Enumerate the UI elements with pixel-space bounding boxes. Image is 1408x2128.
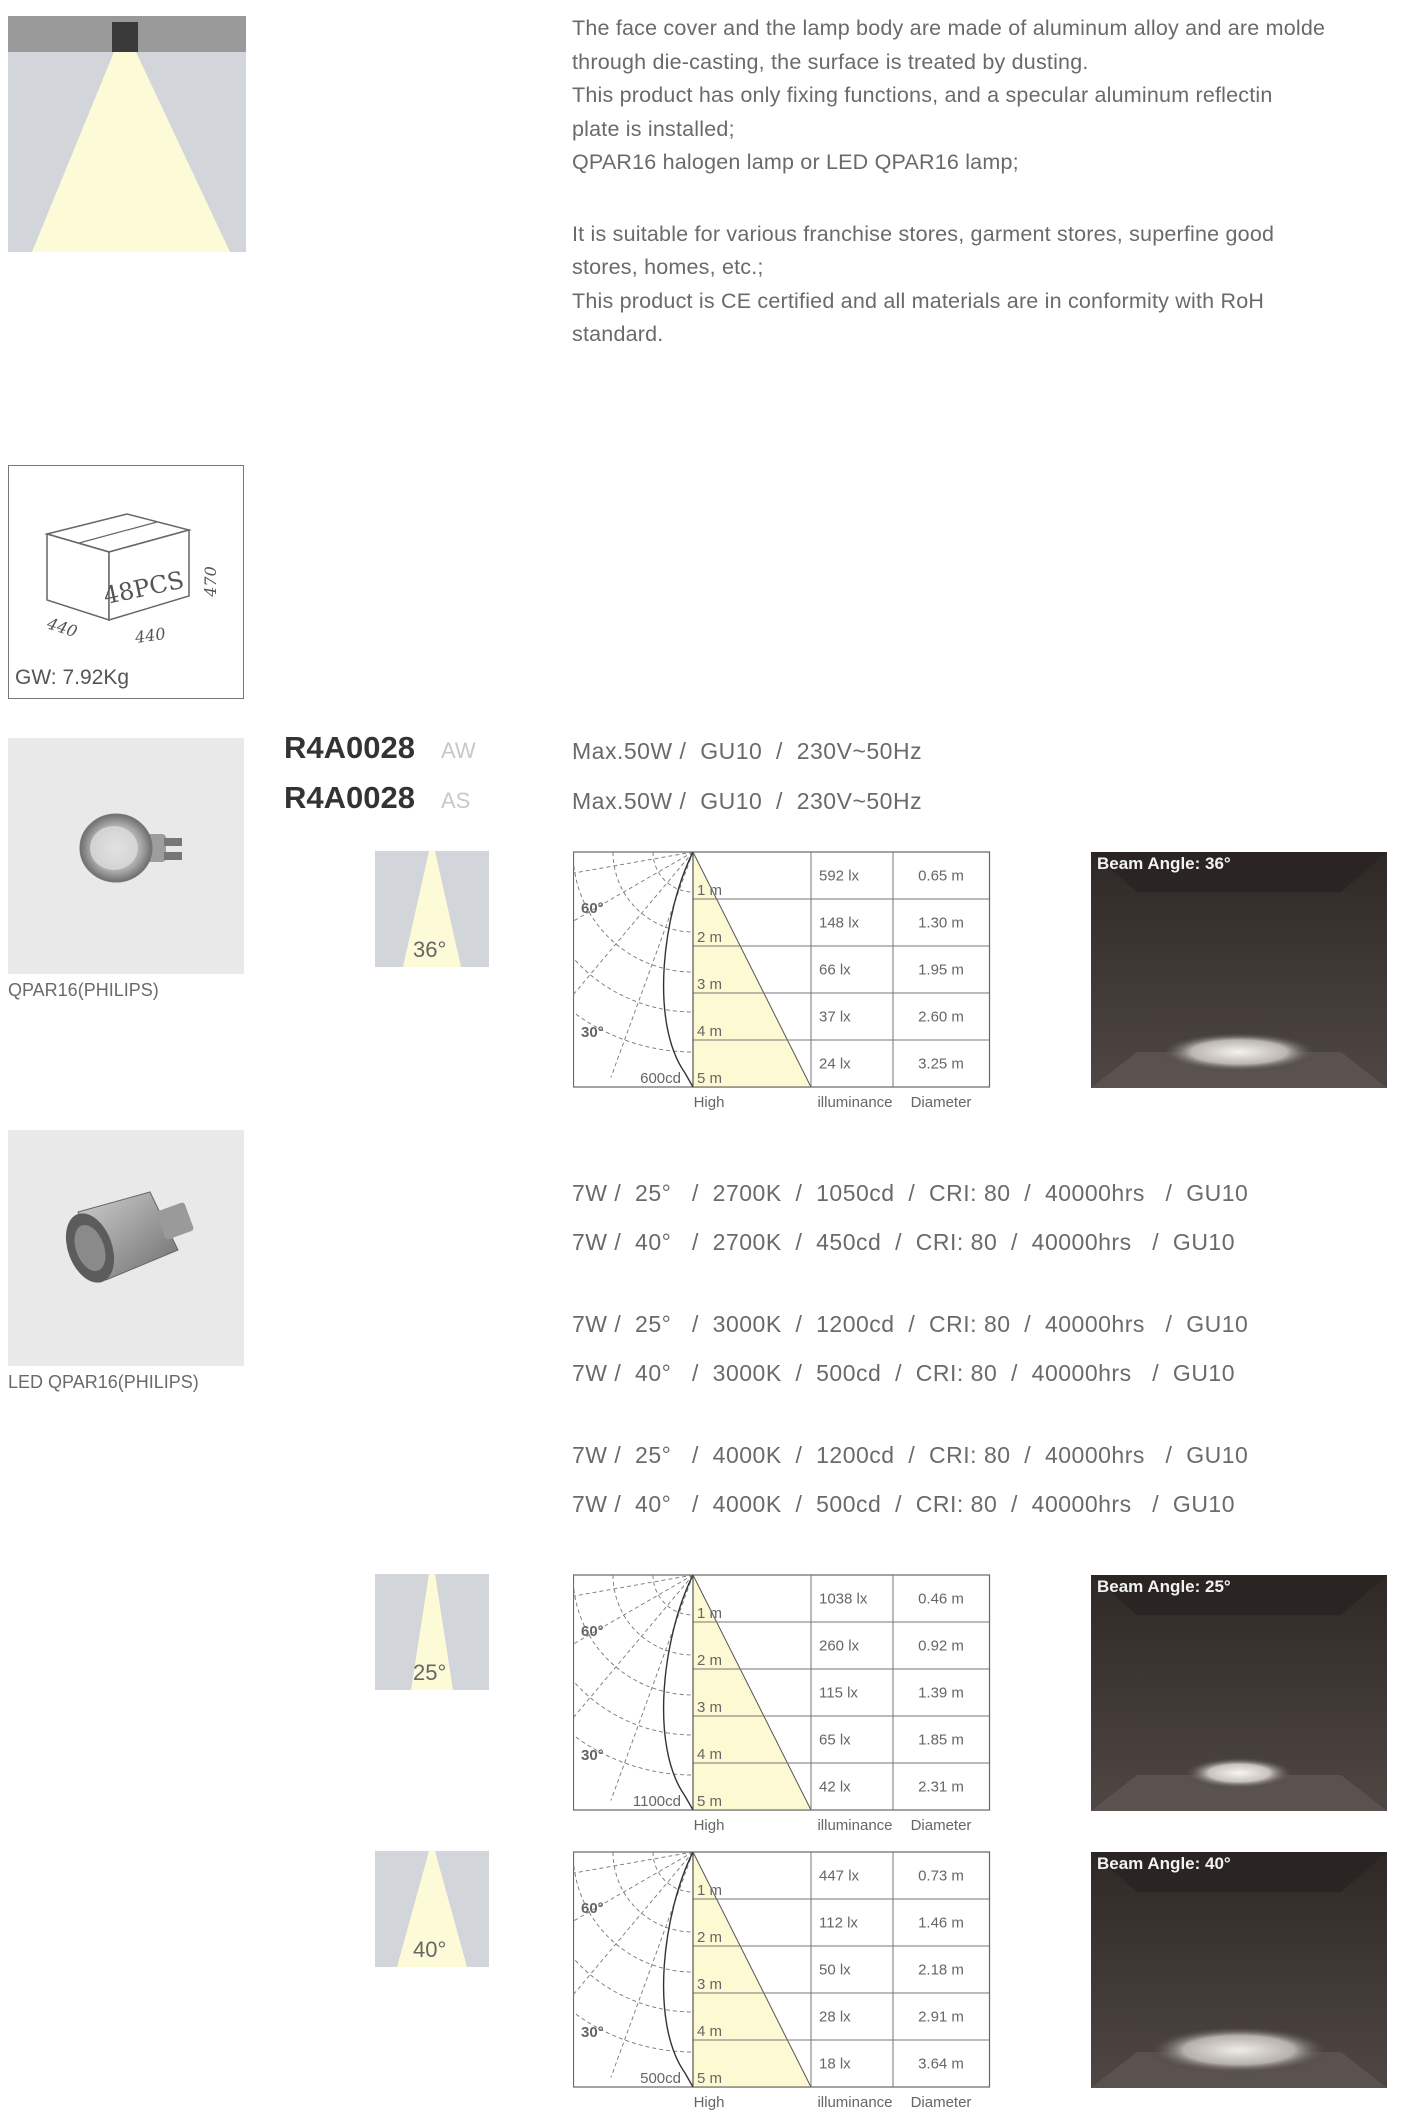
distance-label: 5 m	[697, 2070, 723, 2087]
desc-line: QPAR16 halogen lamp or LED QPAR16 lamp;	[572, 150, 1019, 174]
desc-line: It is suitable for various franchise stores, garment stores, superfine good	[572, 221, 1275, 246]
distance-label: 5 m	[697, 1070, 723, 1087]
illuminance-value: 447 lx	[819, 1867, 860, 1885]
high-label: High	[693, 1094, 725, 1111]
diameter-header: Diameter	[910, 1817, 972, 1834]
desc-line: plate is installed;	[572, 116, 735, 141]
illuminance-value: 115 lx	[819, 1684, 858, 1702]
desc-line: The face cover and the lamp body are made of aluminum alloy and are molde	[572, 16, 1326, 40]
model-spec: Max.50W / GU10 / 230V~50Hz	[572, 788, 923, 814]
diameter-value: 1.46 m	[918, 1914, 964, 1932]
illuminance-value: 37 lx	[819, 1008, 851, 1026]
diameter-value: 2.31 m	[918, 1778, 964, 1796]
distance-label: 5 m	[697, 1793, 723, 1810]
led-spec-line: 7W / 25° / 2700K / 1050cd / CRI: 80 / 40000hrs / GU10	[572, 1180, 1249, 1206]
box-label: 48PCS	[100, 565, 187, 611]
led-spec-line: 7W / 25° / 3000K / 1200cd / CRI: 80 / 40000hrs / GU10	[572, 1311, 1249, 1337]
distance-label: 3 m	[697, 1976, 723, 1993]
model-row-as	[284, 780, 470, 816]
diameter-value: 0.92 m	[918, 1637, 964, 1655]
led-bulb-icon	[8, 1130, 244, 1366]
beam-angle-label: 36°	[413, 937, 447, 962]
desc-line: through die-casting, the surface is treated by dusting.	[572, 49, 1089, 74]
distance-label: 1 m	[697, 882, 723, 899]
model-code: R4A0028	[284, 780, 415, 815]
diameter-value: 2.18 m	[918, 1961, 964, 1979]
distance-label: 2 m	[697, 929, 723, 946]
peak-intensity-label: 1100cd	[632, 1793, 681, 1810]
distance-label: 3 m	[697, 976, 723, 993]
illuminance-value: 65 lx	[819, 1731, 851, 1749]
angle-60-label: 60°	[581, 900, 604, 917]
illuminance-value: 28 lx	[819, 2008, 851, 2026]
led-spec-line: 7W / 40° / 3000K / 500cd / CRI: 80 / 40000hrs / GU10	[572, 1360, 1236, 1386]
diameter-value: 0.65 m	[918, 867, 964, 885]
illuminance-value: 18 lx	[819, 2055, 851, 2073]
led-lamp-photo	[8, 1130, 244, 1366]
peak-intensity-label: 500cd	[640, 2070, 681, 2087]
distance-label: 2 m	[697, 1652, 723, 1669]
diameter-value: 1.39 m	[918, 1684, 964, 1702]
high-label: High	[693, 2094, 725, 2111]
diameter-value: 2.91 m	[918, 2008, 964, 2026]
distance-label: 3 m	[697, 1699, 723, 1716]
led-lamp-caption: LED QPAR16(PHILIPS)	[8, 1372, 199, 1392]
diameter-value: 1.30 m	[918, 914, 964, 932]
beam-angle-label: 25°	[413, 1660, 447, 1685]
illuminance-value: 1038 lx	[819, 1590, 868, 1608]
model-row-aw	[284, 730, 476, 766]
model-spec: Max.50W / GU10 / 230V~50Hz	[572, 738, 923, 764]
hero-beam-illustration	[8, 16, 246, 252]
illuminance-value: 112 lx	[819, 1914, 858, 1932]
diameter-value: 1.95 m	[918, 961, 964, 979]
diameter-value: 2.60 m	[918, 1008, 964, 1026]
high-label: High	[693, 1817, 725, 1834]
halogen-lamp-photo	[8, 738, 244, 974]
distance-label: 1 m	[697, 1605, 723, 1622]
box-dim-depth: 440	[44, 613, 80, 642]
angle-60-label: 60°	[581, 1623, 604, 1640]
distance-label: 2 m	[697, 1929, 723, 1946]
illuminance-value: 24 lx	[819, 1055, 851, 1073]
led-spec-line: 7W / 25° / 4000K / 1200cd / CRI: 80 / 40000hrs / GU10	[572, 1442, 1249, 1468]
desc-line: This product is CE certified and all materials are in conformity with RoH	[572, 288, 1265, 313]
beam-render-25	[1091, 1575, 1387, 1811]
halogen-bulb-icon	[8, 738, 244, 974]
light-cone-graphic	[8, 16, 246, 252]
illuminance-value: 260 lx	[819, 1637, 860, 1655]
photometric-svg	[573, 851, 993, 1113]
distance-label: 1 m	[697, 1882, 723, 1899]
beam-pictogram-40	[375, 1851, 489, 1967]
led-spec-line: 7W / 40° / 4000K / 500cd / CRI: 80 / 40000hrs / GU10	[572, 1491, 1236, 1517]
distance-label: 4 m	[697, 1023, 723, 1040]
photometric-diagram	[573, 1851, 993, 2113]
model-suffix: AW	[440, 738, 476, 763]
model-suffix: AS	[440, 788, 471, 813]
render-title: Beam Angle: 36°	[1097, 854, 1231, 873]
beam-angle-label: 40°	[413, 1937, 447, 1962]
diameter-value: 1.85 m	[918, 1731, 964, 1749]
illuminance-value: 42 lx	[819, 1778, 851, 1796]
angle-30-label: 30°	[581, 2024, 604, 2041]
illuminance-header: illuminance	[817, 2094, 893, 2111]
angle-30-label: 30°	[581, 1024, 604, 1041]
beam-render-36	[1091, 852, 1387, 1088]
illuminance-header: illuminance	[817, 1817, 893, 1834]
photometric-diagram	[573, 1574, 993, 1836]
diameter-value: 3.25 m	[918, 1055, 964, 1073]
diameter-header: Diameter	[910, 2094, 972, 2111]
beam-render-40	[1091, 1852, 1387, 2088]
illuminance-value: 50 lx	[819, 1961, 851, 1979]
product-description	[572, 12, 1402, 352]
beam-pictogram-25	[375, 1574, 489, 1690]
diameter-value: 0.46 m	[918, 1590, 964, 1608]
illuminance-value: 66 lx	[819, 961, 851, 979]
desc-line: standard.	[572, 322, 664, 346]
beam-pictogram-36	[375, 851, 489, 967]
gross-weight: GW: 7.92Kg	[15, 666, 130, 689]
angle-30-label: 30°	[581, 1747, 604, 1764]
led-spec-line: 7W / 40° / 2700K / 450cd / CRI: 80 / 40000hrs / GU10	[572, 1229, 1236, 1255]
halogen-lamp-caption: QPAR16(PHILIPS)	[8, 980, 159, 1000]
illuminance-header: illuminance	[817, 1094, 893, 1111]
desc-line: stores, homes, etc.;	[572, 255, 764, 279]
illuminance-value: 592 lx	[819, 867, 860, 885]
photometric-diagram	[573, 851, 993, 1113]
distance-label: 4 m	[697, 2023, 723, 2040]
render-title: Beam Angle: 25°	[1097, 1577, 1231, 1596]
photometric-svg	[573, 1574, 993, 1836]
angle-60-label: 60°	[581, 1900, 604, 1917]
box-dim-height: 470	[200, 566, 220, 597]
package-info-box	[8, 465, 244, 699]
diameter-value: 3.64 m	[918, 2055, 964, 2073]
peak-intensity-label: 600cd	[640, 1070, 681, 1087]
render-title: Beam Angle: 40°	[1097, 1854, 1231, 1873]
diameter-value: 0.73 m	[918, 1867, 964, 1885]
desc-line: This product has only fixing functions, and a specular aluminum reflectin	[572, 83, 1273, 107]
diameter-header: Diameter	[910, 1094, 972, 1111]
photometric-svg	[573, 1851, 993, 2113]
carton-icon	[9, 466, 243, 656]
distance-label: 4 m	[697, 1746, 723, 1763]
model-code: R4A0028	[284, 730, 415, 765]
box-dim-width: 440	[133, 623, 167, 648]
illuminance-value: 148 lx	[819, 914, 860, 932]
